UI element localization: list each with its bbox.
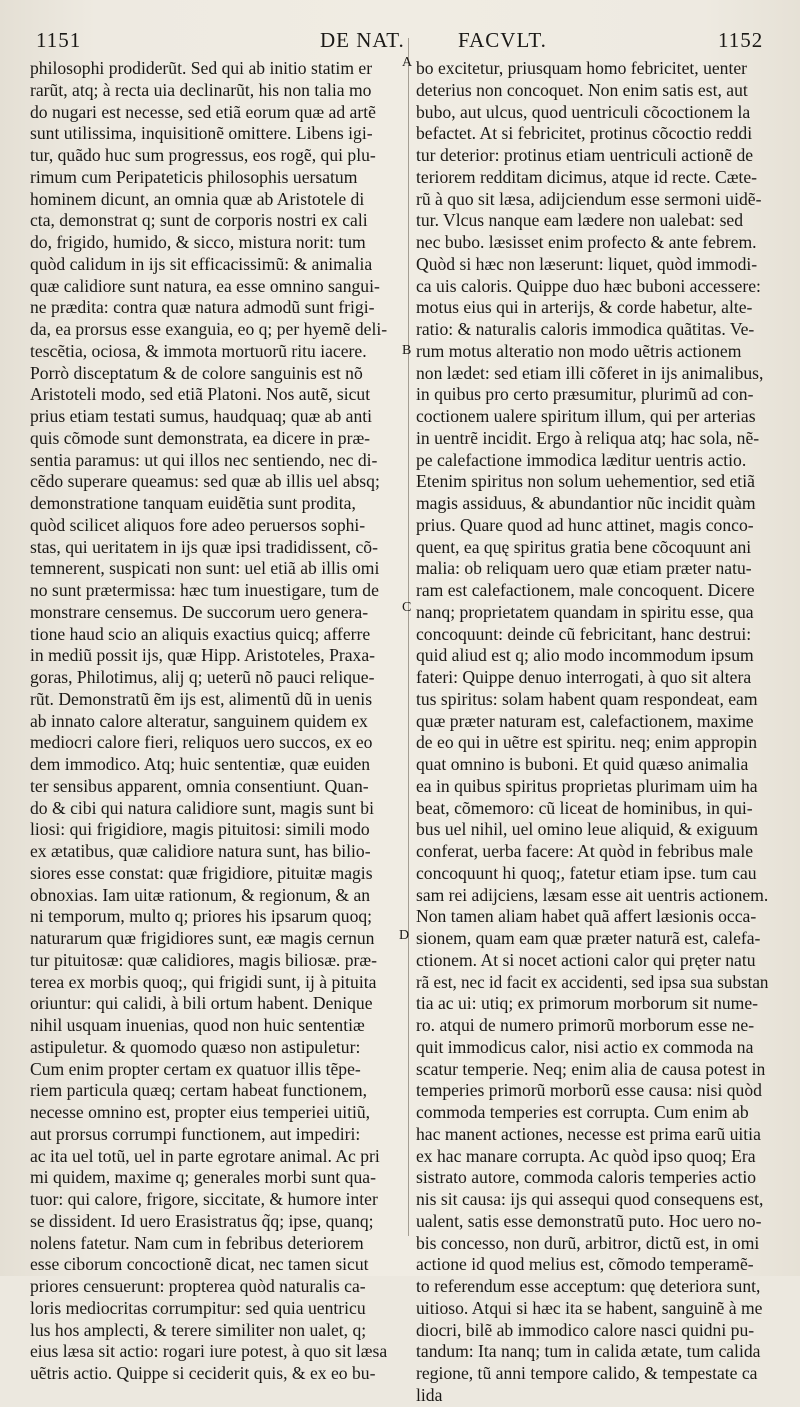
text-line-left: goras, Philotimus, alij q; ueterũ nõ pauci relique- [30,667,375,687]
text-line-right: motus eius qui in arterijs, & corde habetur, alte- [416,297,753,318]
text-line-right: pe calefactione immodica læditur uentris actio. [416,449,747,470]
text-line-left: lus hos amplecti, & terere similiter non ualet, q; [30,1319,367,1340]
text-line-left: astipuletur. & quomodo quæso non astipuletur: [30,1036,361,1057]
text-line-right: ratio: & naturalis caloris immodica quãtitas. Ve- [416,319,755,339]
text-line-left: dem immodico. Atq; huic sententiæ, quæ euiden [30,754,371,774]
text-line-right: quit immodicus calor, nisi actio ex commoda na [416,1036,754,1057]
text-line-left: nihil usquam inuenias, quod non huic sententiæ [30,1015,365,1035]
text-line-left: da, ea prorsus esse exanguia, eo q; per hyemẽ deli- [30,319,388,339]
text-line-left: tuor: qui calore, frigore, siccitate, & humore inter [30,1189,378,1209]
column-divider [408,38,409,1236]
text-line-right: rum motus alteratio non modo uẽtris actionem [416,340,742,361]
text-line-right: bo excitetur, priusquam homo febricitet, uenter [416,58,748,78]
text-line-right: actione id quod melius est, cõmodo temperamẽ- [416,1254,754,1275]
text-line-right: quid aliud est q; alio modo incommodum ipsum [416,645,754,666]
text-line-right: rã est, nec id facit ex accidenti, sed ipsa sua substan [416,971,769,992]
text-line-left: necesse omnino est, propter eius temperiei uitiũ, [30,1102,371,1122]
margin-marker-a: A [402,55,413,70]
text-line-right: ctionem. At si nocet actioni calor qui pręter natu [416,949,756,970]
text-line-right: in uentrẽ incidit. Ergo à reliqua atq; hac sola, nẽ- [416,427,760,448]
text-line-left: in mediũ possit ijs, quæ Hipp. Aristoteles, Praxa- [30,645,376,666]
text-line-right: tandum: Ita nanq; tum in calida ætate, tum calida [416,1341,761,1362]
text-line-left: do & cibi qui natura calidiore sunt, magis sunt bi [30,797,374,818]
text-line-left: mi quidem, maxime q; generales morbi sunt qua- [30,1167,376,1188]
text-line-left: rũt. Demonstratũ ẽm ijs est, alimentũ dũ in uenis [30,688,373,709]
text-line-left: stas, qui ueritatem in ijs quæ ipsi tradidissent, cõ- [30,536,378,557]
text-line-left: quòd scilicet aliquos fore adeo peruersos sophi- [30,514,366,535]
text-line-left: naturarum quæ frigidiores sunt, eæ magis cernun [30,928,375,948]
text-line-right: befactet. At si febricitet, protinus cõcoctio reddi [416,123,753,144]
left-text-column [30,58,402,1385]
text-line-right: quent, ea quę spiritus gratia bene cõcoquunt ani [416,536,752,557]
text-line-left: sunt utilissima, inquisitionẽ omittere. Libens igi- [30,123,373,144]
text-line-left: cta, demonstrat q; sunt de corporis nostri ex cali [30,210,368,231]
text-line-left: se dissident. Id uero Erasistratus q̃q; ipse, quanq; [30,1210,374,1231]
text-line-left: ac ita uel totũ, uel in parte egrotare animal. Ac pri [30,1145,380,1166]
text-line-right: commoda temperies est corrupta. Cum enim ab [416,1102,749,1122]
text-line-left: quòd calidum in ijs sit efficacissimũ: & animalia [30,253,373,274]
text-line-right: tus spiritus: solam habent quam respondeat, eam [416,688,758,709]
text-line-right: beat, cõmemoro: cũ liceat de hominibus, in qui- [416,797,753,818]
text-line-right: quat omnino is buboni. Et quid quæso animalia [416,754,749,774]
text-line-left: priores censuerunt: propterea quòd naturalis ca- [30,1276,366,1296]
text-line-right: coctionem ualere spiritum illum, qui per arterias [416,406,756,426]
text-line-right: ea in quibus spiritus proprietas plurimam uim ha [416,775,758,796]
text-line-right: Quòd si hæc non læserunt: liquet, quòd immodi- [416,253,758,274]
text-line-right: ram est calefactionem, male concoquent. Dicere [416,580,755,600]
text-line-right: deterius non concoquet. Non enim satis est, aut [416,79,748,100]
text-line-right: concoquunt: deinde cũ febricitant, hanc destrui: [416,623,752,644]
text-line-right: malia: ob reliquam uero quæ etiam præter natu- [416,558,752,579]
text-line-right: prius. Quare quod ad hunc attinet, magis conco- [416,514,754,535]
margin-marker-b: B [402,343,412,358]
text-line-left: nolens fatetur. Nam cum in febribus deteriorem [30,1232,364,1253]
text-line-right: uitioso. Atqui si hæc ita se habent, sanguinẽ à me [416,1297,763,1318]
text-line-right: nis sit causa: ijs qui assequi quod consequens est, [416,1189,764,1209]
margin-marker-c: C [402,600,412,615]
text-line-left: no sunt prætermissa: hæc tum inuestigare, tum de [30,580,379,600]
text-line-right: concoquunt hi quoq;, fatetur etiam ipse. tum cau [416,862,757,883]
text-line-left: mediocri calore fieri, reliquos uero succos, ex eo [30,732,373,753]
text-line-right: sistrato autore, commoda caloris temperies actio [416,1167,757,1188]
text-line-right: diocri, bilẽ ab immodico calore nasci quidni pu- [416,1319,755,1340]
text-line-right: to referendum esse acceptum: quę deteriora sunt, [416,1276,761,1296]
text-line-right: Non tamen aliam habet quã affert læsionis occa- [416,906,757,927]
text-line-left: do nugari est necesse, sed etiã eorum quæ ad artẽ [30,101,376,122]
text-line-left: ne prædita: contra quæ natura admodũ sunt frigi- [30,297,375,318]
text-line-left: esse ciborum concoctionẽ dicat, nec tamen sicut [30,1254,369,1275]
text-line-left: ter sensibus apparent, omnia consentiunt. Quan- [30,775,369,796]
text-line-right: in quibus pro certo præsumitur, plurimũ ad con- [416,384,754,405]
text-line-right: bubo, aut ulcus, quod uentriculi cõcoctionem la [416,101,751,122]
text-line-right: hac manent actiones, necesse est prima earũ uitia [416,1123,761,1144]
text-line-left: do, frigido, humido, & sicco, mistura norit: tum [30,232,366,252]
text-line-right: non lædet: sed etiam illi cõferet in ijs animalibus, [416,362,764,383]
text-line-right: rũ à quo sit læsa, adijciendum esse sermoni uidẽ- [416,188,762,209]
text-line-left: demonstratione tanquam euidẽtia sunt prodita, [30,493,356,513]
text-line-left: liosi: qui frigidiore, magis pituitosi: simili modo [30,819,370,840]
text-line-left: obnoxias. Iam uitæ rationum, & regionum, & an [30,884,371,905]
text-line-right: sam rei adijciens, læsam esse ait uentris actionem. [416,884,769,905]
text-line-left: oriuntur: qui calidi, à bili ortum habent. Denique [30,993,373,1014]
text-line-left: temnerent, suspicati non sunt: uel etiã ab illis omi [30,558,380,579]
text-line-right: scatur temperie. Neq; enim alia de causa potest in [416,1058,766,1079]
text-line-right: lida [416,1384,443,1405]
text-line-left: tescẽtia, ociosa, & immota mortuorũ ritu iacere. [30,340,367,361]
text-line-left: Porrò disceptatum & de colore sanguinis est nõ [30,362,363,383]
text-line-right: teriorem redditam dicimus, atque id recte. Cæte- [416,166,758,187]
text-line-right: de eo qui in uẽtre est spiritu. neq; enim appropin [416,732,758,753]
text-line-left: aut prorsus corrumpi functionem, aut impediri: [30,1123,361,1144]
running-title-part-2: FACVLT. [458,28,547,52]
text-line-right: sionem, quam eam quæ præter naturã est, calefa- [416,928,761,948]
text-line-right: quæ præter naturam est, calefactionem, maxime [416,710,754,731]
text-line-right: tur deterior: protinus etiam uentriculi actionẽ de [416,145,754,165]
text-line-right: ualent, satis esse demonstratũ puto. Hoc uero no- [416,1210,762,1231]
text-line-left: Aristoteli modo, sed etiã Platoni. Nos autẽ, sicut [30,384,371,405]
right-text-column [416,58,768,1407]
text-line-left: uẽtris actio. Quippe si ceciderit quis, & ex eo bu- [30,1363,376,1383]
text-line-left: sentia paramus: ut qui illos nec sentiendo, nec di- [30,449,378,470]
margin-marker-d: D [399,928,410,943]
text-line-right: nanq; proprietatem quandam in spiritu esse, qua [416,601,754,622]
text-line-right: bis concesso, non durũ, arbitror, dictũ est, in omi [416,1232,760,1253]
page-number-left: 1151 [36,28,82,52]
text-line-left: tione haud scio an aliquis exactius quicq; afferre [30,623,371,644]
text-line-left: monstrare censemus. De succorum uero genera- [30,601,369,622]
text-line-left: riem particula quæq; certam habeat functionem, [30,1080,368,1101]
text-line-left: philosophi prodiderũt. Sed qui ab initio statim er [30,58,373,78]
text-line-right: Etenim spiritus non solum uehementior, sed etiã [416,471,755,492]
page-number-right: 1152 [718,28,764,52]
text-line-right: bus uel nihil, uel omino leue aliquid, & exiguum [416,819,759,840]
text-line-left: hominem dicunt, an omnia quæ ab Aristotele di [30,188,365,209]
text-line-right: nec bubo. læsisset enim profecto & ante febrem. [416,232,757,252]
text-line-left: cẽdo superare queamus: sed quæ ab illis uel absq; [30,471,380,492]
text-line-right: temperies primorũ morborũ esse causa: nisi quòd [416,1080,762,1101]
page-header [0,28,800,54]
text-line-right: ro. atqui de numero primorũ morborum esse ne- [416,1015,755,1035]
text-line-left: Cum enim propter certam ex quatuor illis tẽpe- [30,1058,361,1079]
text-line-left: ex ætatibus, quæ calidiore natura sunt, has bilio- [30,841,371,861]
text-line-left: ni temporum, multo q; priores his ipsarum quoq; [30,906,373,927]
text-line-left: siores esse constat: quæ frigidiore, pituitæ magis [30,862,373,883]
text-line-right: ca uis caloris. Quippe duo hæc buboni accessere: [416,275,761,296]
text-line-right: regione, tũ anni tempore calido, & tempestate ca [416,1363,758,1383]
text-line-left: ab innato calore alteratur, sanguinem quidem ex [30,710,368,731]
text-line-right: fateri: Quippe denuo interrogati, à quo sit altera [416,667,752,687]
text-line-left: loris mediocritas corrumpitur: sed quia uentricu [30,1297,366,1318]
text-line-left: tur pituitosæ: quæ calidiores, magis biliosæ. præ- [30,949,377,970]
text-line-left: prius etiam testati sumus, haudquaq; quæ ab anti [30,406,373,426]
text-line-left: tur, quãdo huc sum progressus, eos rogẽ, qui plu- [30,145,376,165]
text-line-right: magis assiduus, & abundantior nũc incidit quàm [416,493,756,513]
text-line-right: tur. Vlcus nanque eam lædere non ualebat: sed [416,210,744,231]
text-line-right: conferat, uerba facere: At quòd in febribus male [416,841,754,861]
running-title-part-1: DE NAT. [320,28,405,52]
text-line-left: quis cõmode sunt demonstrata, ea dicere in præ- [30,427,371,448]
text-line-left: rarũt, atq; à recta uia declinarũt, his non talia mo [30,79,372,100]
text-line-left: quæ calidiore sunt natura, ea esse omnino sangui- [30,275,380,296]
text-line-right: ex hac manare corrupta. Ac quòd ipso quoq; Era [416,1145,756,1166]
text-line-left: terea ex morbis quoq;, qui frigidi sunt, ij à pituita [30,971,377,992]
text-line-left: rimum cum Peripateticis philosophis uersatum [30,166,358,187]
text-line-left: eius læsa sit actio: rogari iure potest, à quo sit læsa [30,1341,388,1362]
text-line-right: tia ac ui: utiq; ex primorum morborum sit nume- [416,993,759,1014]
